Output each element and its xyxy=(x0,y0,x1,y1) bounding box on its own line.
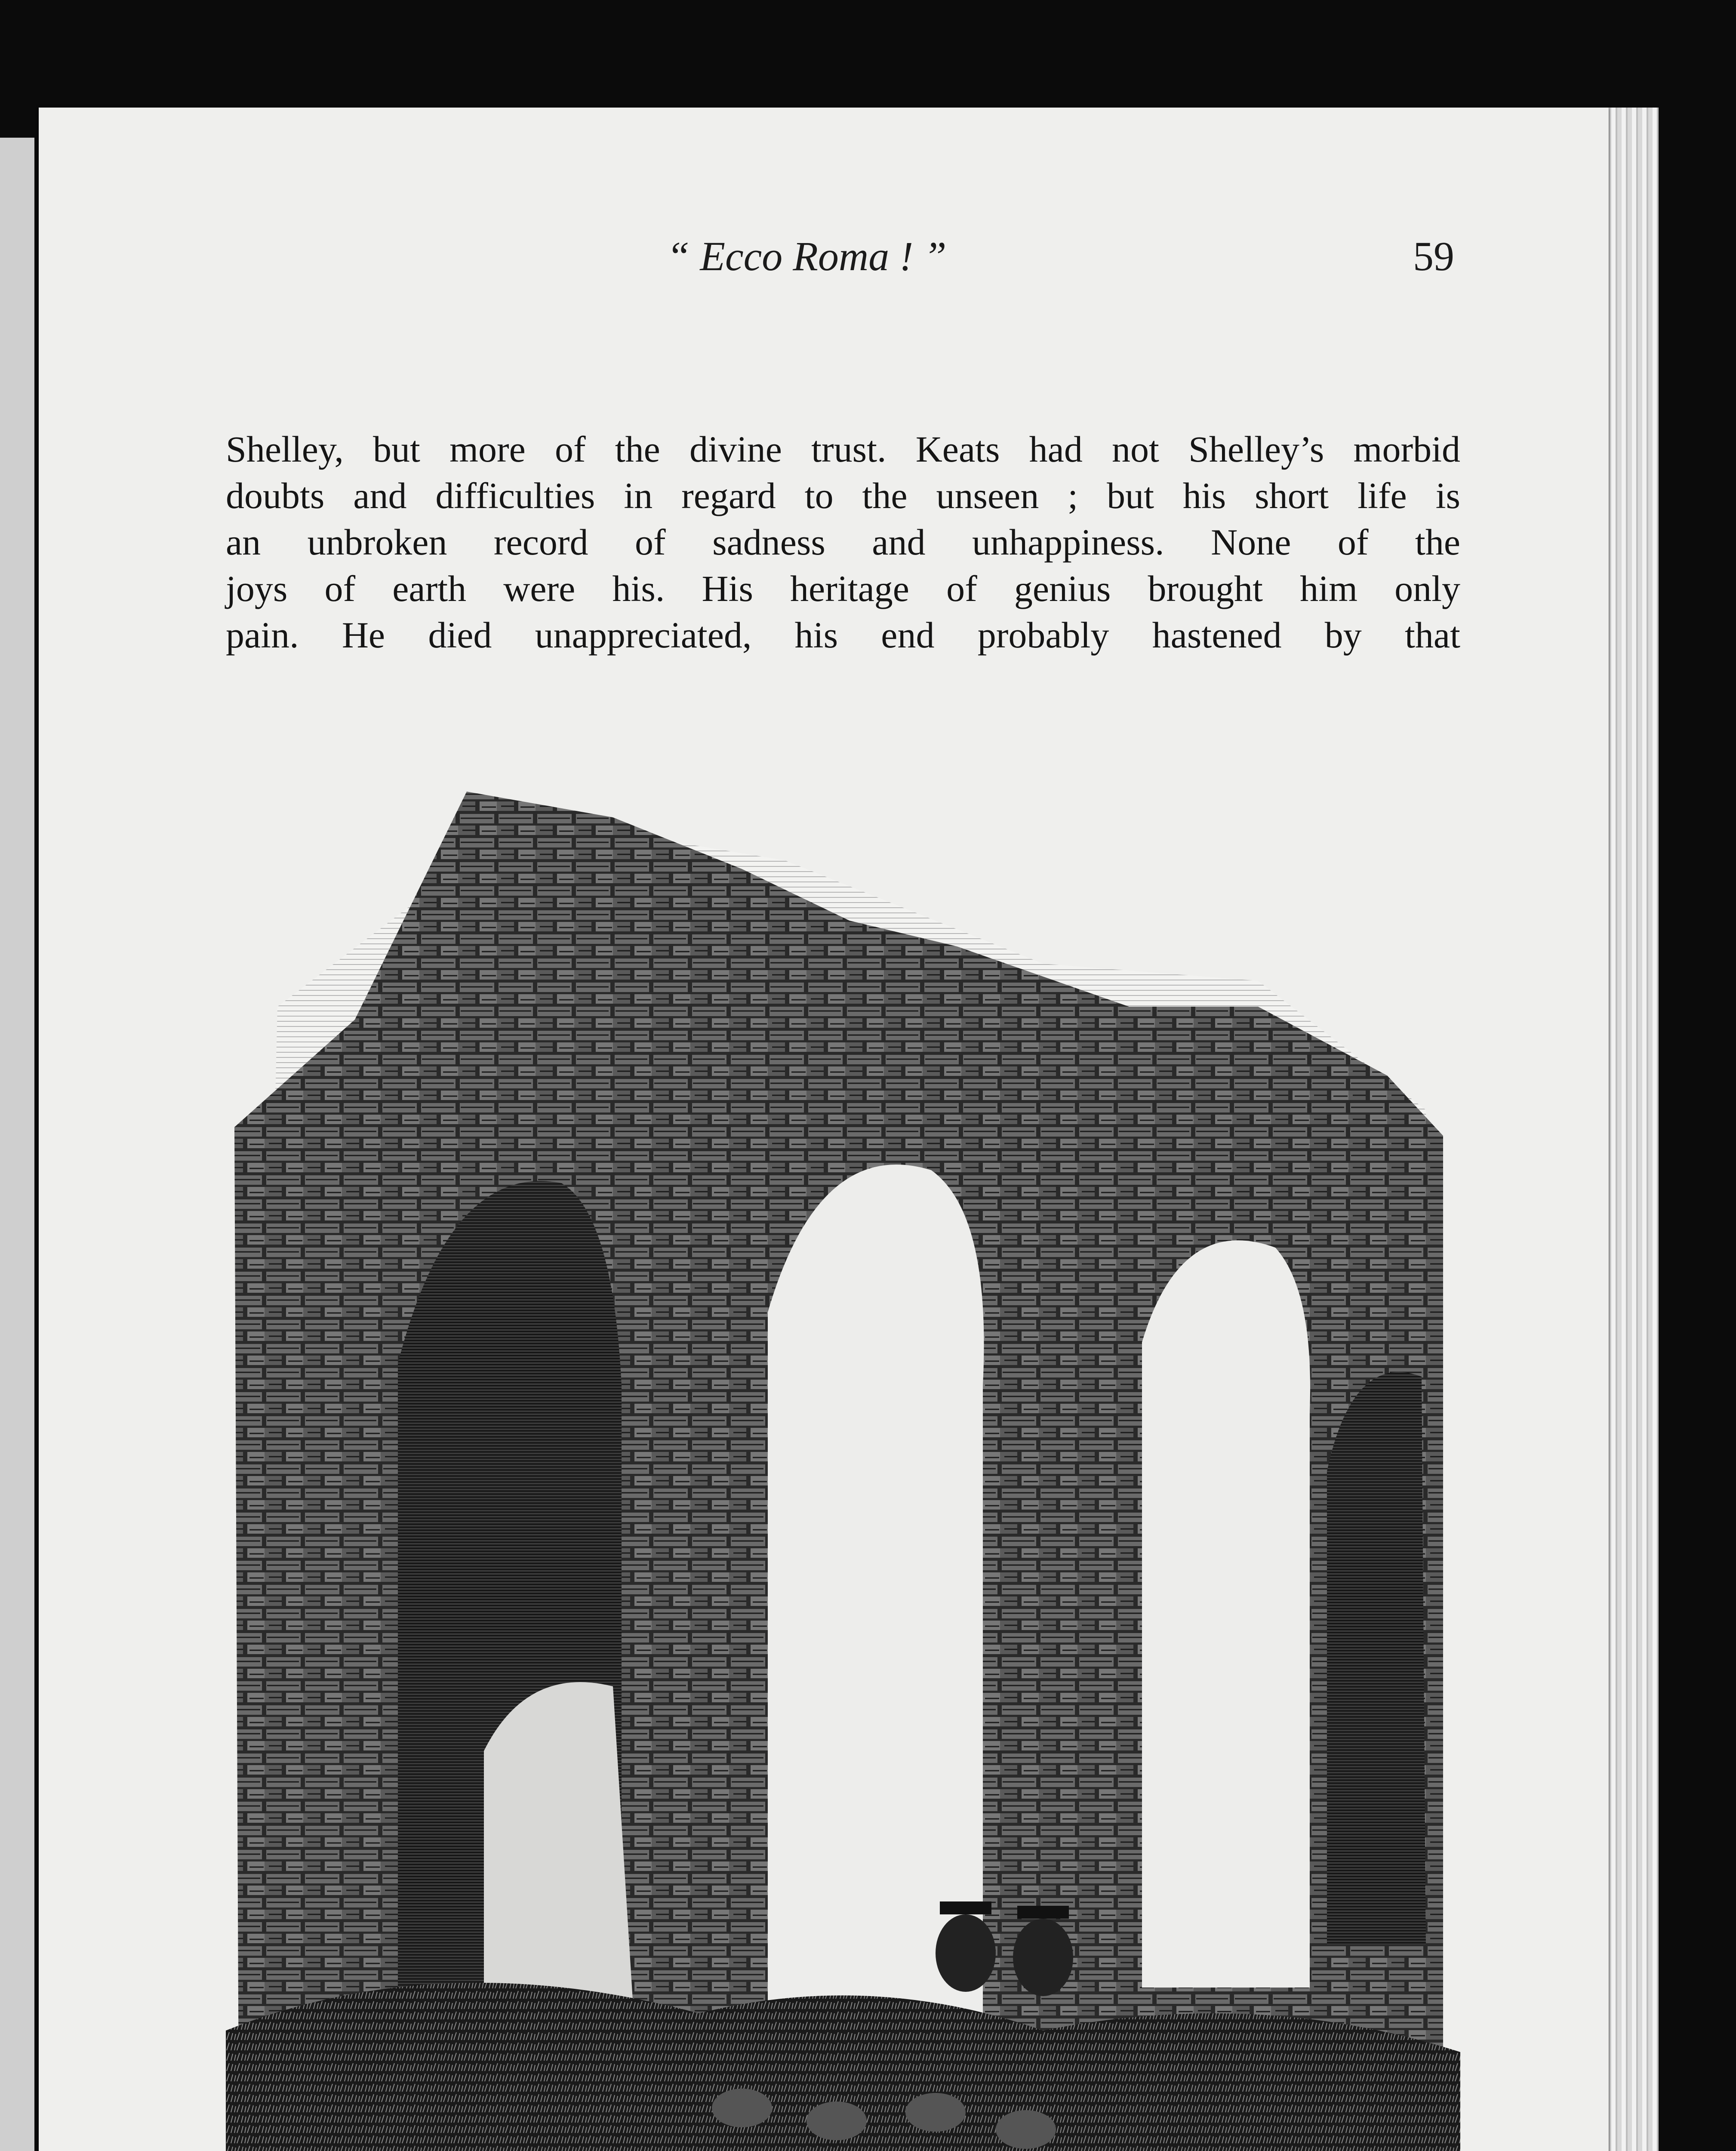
book-page xyxy=(39,108,1609,2151)
text-line: an unbroken record of sadness and unhappiness. None of the xyxy=(226,521,1460,563)
facing-page-edge xyxy=(0,138,34,2151)
text-line: pain. He died unappreciated, his end probably hastened by that xyxy=(226,614,1460,656)
page-stack-edge xyxy=(1607,108,1659,2151)
text-line: doubts and difficulties in regard to the unseen ; but his short life is xyxy=(226,475,1460,516)
paragraph-top xyxy=(226,426,1460,658)
text-line: Shelley, but more of the divine trust. Keats had not Shelley’s morbid xyxy=(226,428,1460,470)
page-number: 59 xyxy=(1413,233,1454,279)
text-line: joys of earth were his. His heritage of genius brought him only xyxy=(226,568,1460,609)
engraving-ruined-aqueduct xyxy=(226,740,1460,2151)
running-title: “ Ecco Roma ! ” xyxy=(667,233,947,279)
aqueduct-illustration xyxy=(226,740,1460,2151)
